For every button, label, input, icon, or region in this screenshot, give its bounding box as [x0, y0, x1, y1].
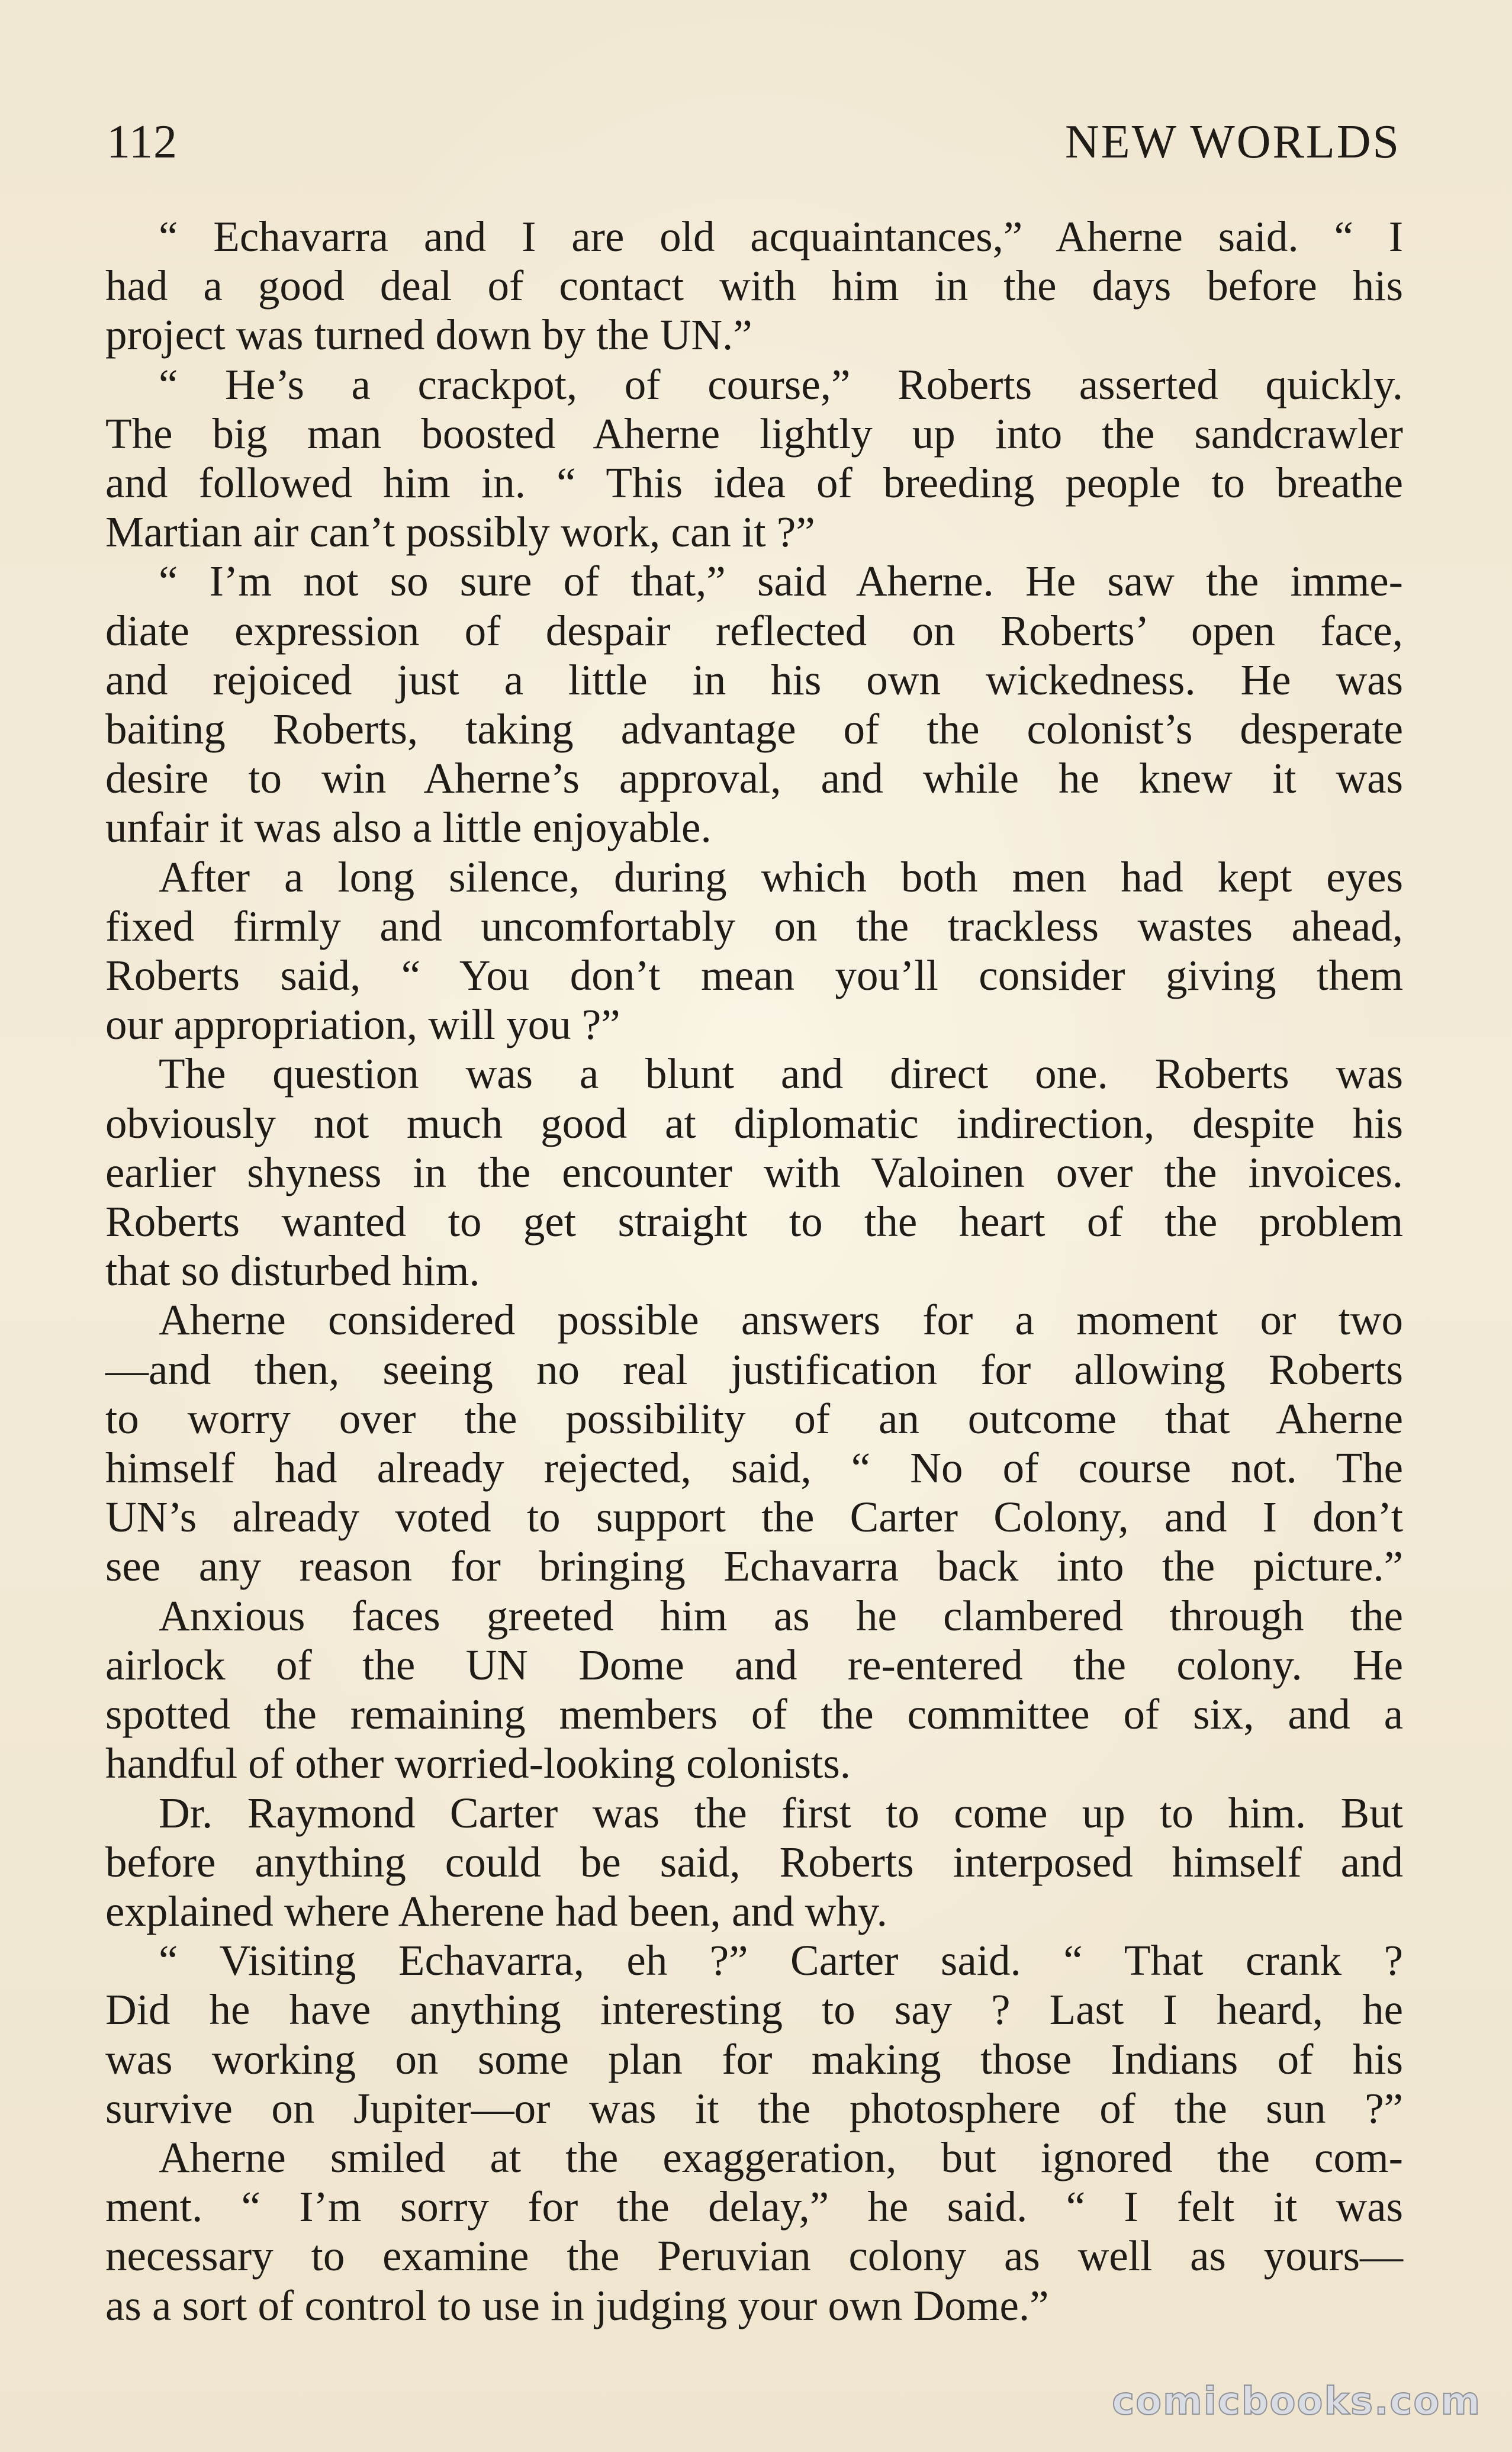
text-line: see any reason for bringing Echavarra back into the picture.” [105, 1542, 1403, 1591]
body-text [105, 212, 1403, 2330]
text-line: desire to win Aherne’s approval, and while he knew it was [105, 754, 1403, 803]
text-line: necessary to examine the Peruvian colony as well as yours— [105, 2232, 1403, 2280]
text-line: and rejoiced just a little in his own wickedness. He was [105, 655, 1403, 704]
text-line: Martian air can’t possibly work, can it ?” [105, 508, 815, 556]
text-line: obviously not much good at diplomatic indirection, despite his [105, 1099, 1403, 1147]
text-line: Aherne smiled at the exaggeration, but ignored the com- [159, 2133, 1403, 2181]
text-line: had a good deal of contact with him in the days before his [105, 262, 1403, 310]
text-line: “ I’m not so sure of that,” said Aherne. He saw the imme- [159, 557, 1403, 606]
paragraph [105, 1049, 1403, 1295]
text-line: diate expression of despair reflected on Roberts’ open face, [105, 606, 1403, 655]
paragraph [105, 1591, 1403, 1788]
text-line: UN’s already voted to support the Carter Colony, and I don’t [105, 1493, 1403, 1542]
text-line: as a sort of control to use in judging your own Dome.” [105, 2281, 1049, 2329]
text-line: and followed him in. “ This idea of breeding people to breathe [105, 459, 1403, 507]
text-line: our appropriation, will you ?” [105, 1000, 620, 1049]
page-header [107, 112, 1401, 172]
text-line: The big man boosted Aherne lightly up into the sandcrawler [105, 409, 1403, 458]
text-line: explained where Aherene had been, and why. [105, 1887, 887, 1935]
paragraph [105, 360, 1403, 557]
text-line: “ Echavarra and I are old acquaintances,” Aherne said. “ I [159, 213, 1403, 260]
text-line: project was turned down by the UN.” [105, 311, 752, 359]
text-line: himself had already rejected, said, “ No of course not. The [105, 1444, 1403, 1492]
watermark-logo: comicbooks.com [1112, 2380, 1481, 2424]
text-line: After a long silence, during which both men had kept eyes [159, 852, 1403, 901]
running-head: NEW WORLDS [1064, 116, 1401, 168]
text-line: ment. “ I’m sorry for the delay,” he said. “ I felt it was [105, 2183, 1403, 2231]
text-line: “ Visiting Echavarra, eh ?” Carter said. “ That crank ? [159, 1936, 1403, 1985]
page-number: 112 [107, 116, 178, 168]
text-line: handful of other worried-looking colonists. [105, 1739, 851, 1788]
text-line: survive on Jupiter—or was it the photosphere of the sun ?” [105, 2084, 1403, 2132]
text-line: Anxious faces greeted him as he clambered through the [159, 1591, 1403, 1640]
text-line: airlock of the UN Dome and re-entered the colony. He [105, 1640, 1403, 1689]
text-line: Aherne considered possible answers for a moment or two [159, 1296, 1403, 1344]
paragraph [105, 1936, 1403, 2133]
text-line: to worry over the possibility of an outcome that Aherne [105, 1394, 1403, 1443]
text-line: Roberts wanted to get straight to the heart of the problem [105, 1198, 1403, 1246]
text-line: unfair it was also a little enjoyable. [105, 803, 712, 852]
text-line: The question was a blunt and direct one. Roberts was [159, 1050, 1403, 1098]
paragraph [105, 556, 1403, 852]
text-line: fixed firmly and uncomfortably on the trackless wastes ahead, [105, 902, 1403, 950]
text-line: before anything could be said, Roberts interposed himself and [105, 1838, 1403, 1886]
paragraph [105, 2133, 1403, 2330]
paragraph [105, 212, 1403, 360]
text-line: —and then, seeing no real justification for allowing Roberts [105, 1345, 1403, 1394]
text-line: was working on some plan for making those Indians of his [105, 2035, 1403, 2083]
text-line: Did he have anything interesting to say ? Last I heard, he [105, 1986, 1403, 2034]
text-line: that so disturbed him. [105, 1247, 480, 1295]
paragraph [105, 852, 1403, 1050]
text-line: Dr. Raymond Carter was the first to come up to him. But [159, 1788, 1403, 1837]
text-line: spotted the remaining members of the committee of six, and a [105, 1690, 1403, 1739]
text-line: Roberts said, “ You don’t mean you’ll consider giving them [105, 951, 1403, 1000]
paragraph [105, 1788, 1403, 1936]
text-line: earlier shyness in the encounter with Valoinen over the invoices. [105, 1148, 1403, 1196]
text-line: baiting Roberts, taking advantage of the colonist’s desperate [105, 705, 1403, 754]
paragraph [105, 1295, 1403, 1591]
text-line: “ He’s a crackpot, of course,” Roberts asserted quickly. [159, 360, 1403, 408]
